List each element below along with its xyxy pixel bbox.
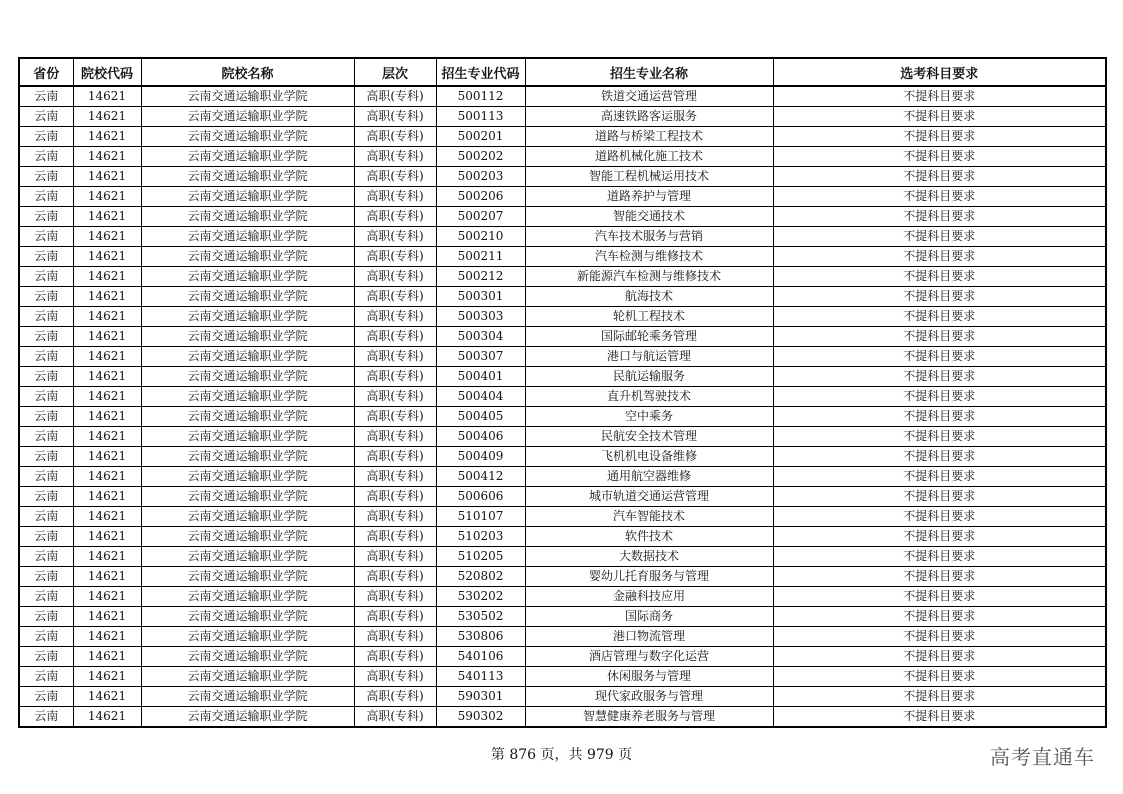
cell-subject-requirement: 不提科目要求 bbox=[773, 527, 1106, 547]
cell-school-code: 14621 bbox=[73, 627, 141, 647]
cell-school-name: 云南交通运输职业学院 bbox=[141, 467, 354, 487]
cell-province: 云南 bbox=[19, 247, 73, 267]
cell-school-name: 云南交通运输职业学院 bbox=[141, 547, 354, 567]
cell-province: 云南 bbox=[19, 107, 73, 127]
cell-province: 云南 bbox=[19, 467, 73, 487]
cell-level: 高职(专科) bbox=[354, 247, 436, 267]
cell-subject-requirement: 不提科目要求 bbox=[773, 487, 1106, 507]
cell-school-code: 14621 bbox=[73, 267, 141, 287]
cell-major-code: 500606 bbox=[436, 487, 525, 507]
cell-province: 云南 bbox=[19, 527, 73, 547]
cell-province: 云南 bbox=[19, 607, 73, 627]
cell-school-code: 14621 bbox=[73, 467, 141, 487]
table-row bbox=[19, 207, 1106, 227]
cell-province: 云南 bbox=[19, 507, 73, 527]
cell-level: 高职(专科) bbox=[354, 207, 436, 227]
table-row bbox=[19, 447, 1106, 467]
cell-subject-requirement: 不提科目要求 bbox=[773, 667, 1106, 687]
table-row bbox=[19, 127, 1106, 147]
cell-major-name: 航海技术 bbox=[525, 287, 773, 307]
cell-subject-requirement: 不提科目要求 bbox=[773, 107, 1106, 127]
cell-school-name: 云南交通运输职业学院 bbox=[141, 267, 354, 287]
table-row bbox=[19, 307, 1106, 327]
cell-subject-requirement: 不提科目要求 bbox=[773, 167, 1106, 187]
cell-province: 云南 bbox=[19, 707, 73, 728]
cell-level: 高职(专科) bbox=[354, 667, 436, 687]
cell-school-code: 14621 bbox=[73, 607, 141, 627]
cell-province: 云南 bbox=[19, 227, 73, 247]
cell-major-code: 590301 bbox=[436, 687, 525, 707]
cell-major-code: 500405 bbox=[436, 407, 525, 427]
cell-major-code: 500409 bbox=[436, 447, 525, 467]
cell-major-code: 530806 bbox=[436, 627, 525, 647]
cell-province: 云南 bbox=[19, 187, 73, 207]
cell-major-code: 500301 bbox=[436, 287, 525, 307]
cell-major-code: 500404 bbox=[436, 387, 525, 407]
cell-level: 高职(专科) bbox=[354, 507, 436, 527]
cell-major-name: 软件技术 bbox=[525, 527, 773, 547]
cell-major-name: 通用航空器维修 bbox=[525, 467, 773, 487]
cell-school-name: 云南交通运输职业学院 bbox=[141, 667, 354, 687]
cell-subject-requirement: 不提科目要求 bbox=[773, 307, 1106, 327]
cell-major-name: 国际邮轮乘务管理 bbox=[525, 327, 773, 347]
table-row bbox=[19, 667, 1106, 687]
cell-major-name: 新能源汽车检测与维修技术 bbox=[525, 267, 773, 287]
table-row bbox=[19, 647, 1106, 667]
cell-school-name: 云南交通运输职业学院 bbox=[141, 567, 354, 587]
cell-subject-requirement: 不提科目要求 bbox=[773, 447, 1106, 467]
cell-subject-requirement: 不提科目要求 bbox=[773, 547, 1106, 567]
cell-subject-requirement: 不提科目要求 bbox=[773, 507, 1106, 527]
cell-major-name: 智能工程机械运用技术 bbox=[525, 167, 773, 187]
cell-school-code: 14621 bbox=[73, 707, 141, 728]
cell-school-name: 云南交通运输职业学院 bbox=[141, 507, 354, 527]
cell-level: 高职(专科) bbox=[354, 547, 436, 567]
cell-level: 高职(专科) bbox=[354, 687, 436, 707]
cell-province: 云南 bbox=[19, 547, 73, 567]
cell-subject-requirement: 不提科目要求 bbox=[773, 627, 1106, 647]
cell-level: 高职(专科) bbox=[354, 347, 436, 367]
cell-province: 云南 bbox=[19, 447, 73, 467]
cell-subject-requirement: 不提科目要求 bbox=[773, 147, 1106, 167]
cell-major-name: 直升机驾驶技术 bbox=[525, 387, 773, 407]
cell-school-name: 云南交通运输职业学院 bbox=[141, 147, 354, 167]
cell-school-code: 14621 bbox=[73, 86, 141, 107]
cell-province: 云南 bbox=[19, 147, 73, 167]
cell-school-code: 14621 bbox=[73, 147, 141, 167]
table-row bbox=[19, 387, 1106, 407]
table-row bbox=[19, 327, 1106, 347]
table-row bbox=[19, 267, 1106, 287]
cell-major-code: 500210 bbox=[436, 227, 525, 247]
cell-school-name: 云南交通运输职业学院 bbox=[141, 527, 354, 547]
cell-subject-requirement: 不提科目要求 bbox=[773, 227, 1106, 247]
table-row bbox=[19, 707, 1106, 728]
cell-major-code: 500203 bbox=[436, 167, 525, 187]
cell-major-name: 港口物流管理 bbox=[525, 627, 773, 647]
cell-school-code: 14621 bbox=[73, 307, 141, 327]
cell-major-code: 500202 bbox=[436, 147, 525, 167]
cell-level: 高职(专科) bbox=[354, 107, 436, 127]
cell-province: 云南 bbox=[19, 167, 73, 187]
cell-school-name: 云南交通运输职业学院 bbox=[141, 607, 354, 627]
cell-major-code: 540106 bbox=[436, 647, 525, 667]
cell-level: 高职(专科) bbox=[354, 607, 436, 627]
table-row bbox=[19, 187, 1106, 207]
cell-level: 高职(专科) bbox=[354, 567, 436, 587]
page-number: 第 876 页，共 979 页 bbox=[490, 747, 633, 763]
cell-school-code: 14621 bbox=[73, 387, 141, 407]
cell-major-code: 520802 bbox=[436, 567, 525, 587]
cell-school-code: 14621 bbox=[73, 327, 141, 347]
table-row bbox=[19, 587, 1106, 607]
cell-school-code: 14621 bbox=[73, 127, 141, 147]
table-row bbox=[19, 507, 1106, 527]
cell-school-code: 14621 bbox=[73, 447, 141, 467]
table-row bbox=[19, 367, 1106, 387]
table-row bbox=[19, 527, 1106, 547]
table-row bbox=[19, 227, 1106, 247]
cell-level: 高职(专科) bbox=[354, 487, 436, 507]
cell-major-name: 飞机机电设备维修 bbox=[525, 447, 773, 467]
cell-major-name: 道路养护与管理 bbox=[525, 187, 773, 207]
watermark-text: 高考直通车 bbox=[990, 745, 1095, 769]
table-row bbox=[19, 347, 1106, 367]
table-row bbox=[19, 407, 1106, 427]
cell-school-name: 云南交通运输职业学院 bbox=[141, 627, 354, 647]
cell-province: 云南 bbox=[19, 287, 73, 307]
cell-school-code: 14621 bbox=[73, 187, 141, 207]
cell-subject-requirement: 不提科目要求 bbox=[773, 387, 1106, 407]
cell-school-code: 14621 bbox=[73, 347, 141, 367]
cell-major-code: 500307 bbox=[436, 347, 525, 367]
cell-school-name: 云南交通运输职业学院 bbox=[141, 86, 354, 107]
cell-level: 高职(专科) bbox=[354, 187, 436, 207]
table-header bbox=[19, 58, 1106, 86]
header-level: 层次 bbox=[354, 58, 436, 86]
cell-school-name: 云南交通运输职业学院 bbox=[141, 387, 354, 407]
cell-school-name: 云南交通运输职业学院 bbox=[141, 647, 354, 667]
cell-province: 云南 bbox=[19, 347, 73, 367]
cell-level: 高职(专科) bbox=[354, 647, 436, 667]
cell-school-name: 云南交通运输职业学院 bbox=[141, 247, 354, 267]
cell-school-code: 14621 bbox=[73, 287, 141, 307]
cell-subject-requirement: 不提科目要求 bbox=[773, 567, 1106, 587]
cell-province: 云南 bbox=[19, 207, 73, 227]
cell-school-name: 云南交通运输职业学院 bbox=[141, 687, 354, 707]
cell-major-code: 500201 bbox=[436, 127, 525, 147]
cell-province: 云南 bbox=[19, 267, 73, 287]
cell-major-name: 汽车检测与维修技术 bbox=[525, 247, 773, 267]
cell-school-name: 云南交通运输职业学院 bbox=[141, 407, 354, 427]
cell-major-name: 智能交通技术 bbox=[525, 207, 773, 227]
table-row bbox=[19, 627, 1106, 647]
cell-major-code: 530502 bbox=[436, 607, 525, 627]
cell-school-name: 云南交通运输职业学院 bbox=[141, 287, 354, 307]
cell-school-name: 云南交通运输职业学院 bbox=[141, 587, 354, 607]
cell-province: 云南 bbox=[19, 487, 73, 507]
table-body bbox=[19, 86, 1106, 727]
cell-major-name: 空中乘务 bbox=[525, 407, 773, 427]
cell-level: 高职(专科) bbox=[354, 127, 436, 147]
cell-subject-requirement: 不提科目要求 bbox=[773, 607, 1106, 627]
cell-major-code: 540113 bbox=[436, 667, 525, 687]
cell-province: 云南 bbox=[19, 687, 73, 707]
cell-subject-requirement: 不提科目要求 bbox=[773, 187, 1106, 207]
cell-major-name: 汽车智能技术 bbox=[525, 507, 773, 527]
cell-level: 高职(专科) bbox=[354, 86, 436, 107]
header-school-name: 院校名称 bbox=[141, 58, 354, 86]
cell-level: 高职(专科) bbox=[354, 307, 436, 327]
cell-level: 高职(专科) bbox=[354, 227, 436, 247]
table-row bbox=[19, 147, 1106, 167]
header-subject-requirement: 选考科目要求 bbox=[773, 58, 1106, 86]
cell-major-name: 民航运输服务 bbox=[525, 367, 773, 387]
cell-level: 高职(专科) bbox=[354, 367, 436, 387]
table-row bbox=[19, 107, 1106, 127]
cell-major-code: 590302 bbox=[436, 707, 525, 728]
table-row bbox=[19, 427, 1106, 447]
cell-major-code: 500206 bbox=[436, 187, 525, 207]
cell-province: 云南 bbox=[19, 587, 73, 607]
cell-school-code: 14621 bbox=[73, 547, 141, 567]
cell-major-name: 城市轨道交通运营管理 bbox=[525, 487, 773, 507]
cell-major-code: 530202 bbox=[436, 587, 525, 607]
cell-school-name: 云南交通运输职业学院 bbox=[141, 187, 354, 207]
cell-province: 云南 bbox=[19, 367, 73, 387]
cell-subject-requirement: 不提科目要求 bbox=[773, 407, 1106, 427]
cell-province: 云南 bbox=[19, 627, 73, 647]
cell-subject-requirement: 不提科目要求 bbox=[773, 647, 1106, 667]
cell-subject-requirement: 不提科目要求 bbox=[773, 287, 1106, 307]
table-row bbox=[19, 287, 1106, 307]
cell-major-code: 510203 bbox=[436, 527, 525, 547]
cell-subject-requirement: 不提科目要求 bbox=[773, 687, 1106, 707]
cell-school-code: 14621 bbox=[73, 567, 141, 587]
cell-level: 高职(专科) bbox=[354, 587, 436, 607]
cell-major-code: 500401 bbox=[436, 367, 525, 387]
cell-level: 高职(专科) bbox=[354, 387, 436, 407]
cell-major-code: 510107 bbox=[436, 507, 525, 527]
cell-province: 云南 bbox=[19, 327, 73, 347]
cell-subject-requirement: 不提科目要求 bbox=[773, 367, 1106, 387]
cell-school-name: 云南交通运输职业学院 bbox=[141, 107, 354, 127]
cell-school-name: 云南交通运输职业学院 bbox=[141, 347, 354, 367]
cell-school-name: 云南交通运输职业学院 bbox=[141, 127, 354, 147]
table-row bbox=[19, 687, 1106, 707]
cell-level: 高职(专科) bbox=[354, 327, 436, 347]
cell-level: 高职(专科) bbox=[354, 707, 436, 728]
cell-school-code: 14621 bbox=[73, 527, 141, 547]
cell-major-name: 智慧健康养老服务与管理 bbox=[525, 707, 773, 728]
cell-major-code: 500207 bbox=[436, 207, 525, 227]
cell-province: 云南 bbox=[19, 567, 73, 587]
cell-school-code: 14621 bbox=[73, 487, 141, 507]
table-row bbox=[19, 467, 1106, 487]
cell-major-name: 休闲服务与管理 bbox=[525, 667, 773, 687]
cell-subject-requirement: 不提科目要求 bbox=[773, 86, 1106, 107]
table-row bbox=[19, 547, 1106, 567]
cell-subject-requirement: 不提科目要求 bbox=[773, 427, 1106, 447]
cell-school-code: 14621 bbox=[73, 247, 141, 267]
cell-major-name: 婴幼儿托育服务与管理 bbox=[525, 567, 773, 587]
cell-major-code: 500406 bbox=[436, 427, 525, 447]
cell-major-name: 道路与桥梁工程技术 bbox=[525, 127, 773, 147]
cell-school-name: 云南交通运输职业学院 bbox=[141, 447, 354, 467]
cell-subject-requirement: 不提科目要求 bbox=[773, 207, 1106, 227]
table-row bbox=[19, 247, 1106, 267]
table-row bbox=[19, 567, 1106, 587]
header-school-code: 院校代码 bbox=[73, 58, 141, 86]
cell-major-code: 500412 bbox=[436, 467, 525, 487]
cell-province: 云南 bbox=[19, 86, 73, 107]
cell-subject-requirement: 不提科目要求 bbox=[773, 247, 1106, 267]
cell-school-code: 14621 bbox=[73, 367, 141, 387]
cell-major-code: 510205 bbox=[436, 547, 525, 567]
cell-major-code: 500304 bbox=[436, 327, 525, 347]
cell-school-code: 14621 bbox=[73, 427, 141, 447]
cell-level: 高职(专科) bbox=[354, 627, 436, 647]
header-row bbox=[19, 58, 1106, 86]
cell-level: 高职(专科) bbox=[354, 167, 436, 187]
cell-level: 高职(专科) bbox=[354, 447, 436, 467]
cell-subject-requirement: 不提科目要求 bbox=[773, 707, 1106, 728]
cell-province: 云南 bbox=[19, 307, 73, 327]
cell-subject-requirement: 不提科目要求 bbox=[773, 127, 1106, 147]
cell-level: 高职(专科) bbox=[354, 267, 436, 287]
cell-level: 高职(专科) bbox=[354, 427, 436, 447]
cell-major-code: 500112 bbox=[436, 86, 525, 107]
table-row bbox=[19, 167, 1106, 187]
cell-school-name: 云南交通运输职业学院 bbox=[141, 327, 354, 347]
cell-school-code: 14621 bbox=[73, 507, 141, 527]
cell-major-name: 道路机械化施工技术 bbox=[525, 147, 773, 167]
table-row bbox=[19, 487, 1106, 507]
table-row bbox=[19, 86, 1106, 107]
cell-school-code: 14621 bbox=[73, 227, 141, 247]
cell-major-name: 港口与航运管理 bbox=[525, 347, 773, 367]
header-major-code: 招生专业代码 bbox=[436, 58, 525, 86]
cell-major-name: 金融科技应用 bbox=[525, 587, 773, 607]
cell-province: 云南 bbox=[19, 407, 73, 427]
cell-major-code: 500113 bbox=[436, 107, 525, 127]
cell-province: 云南 bbox=[19, 667, 73, 687]
cell-province: 云南 bbox=[19, 427, 73, 447]
cell-school-name: 云南交通运输职业学院 bbox=[141, 427, 354, 447]
cell-major-name: 大数据技术 bbox=[525, 547, 773, 567]
cell-major-name: 酒店管理与数字化运营 bbox=[525, 647, 773, 667]
header-major-name: 招生专业名称 bbox=[525, 58, 773, 86]
cell-level: 高职(专科) bbox=[354, 527, 436, 547]
cell-school-name: 云南交通运输职业学院 bbox=[141, 227, 354, 247]
cell-major-code: 500211 bbox=[436, 247, 525, 267]
cell-major-name: 国际商务 bbox=[525, 607, 773, 627]
header-province: 省份 bbox=[19, 58, 73, 86]
cell-school-name: 云南交通运输职业学院 bbox=[141, 167, 354, 187]
cell-subject-requirement: 不提科目要求 bbox=[773, 587, 1106, 607]
cell-school-code: 14621 bbox=[73, 687, 141, 707]
cell-school-code: 14621 bbox=[73, 207, 141, 227]
cell-province: 云南 bbox=[19, 387, 73, 407]
cell-subject-requirement: 不提科目要求 bbox=[773, 267, 1106, 287]
cell-level: 高职(专科) bbox=[354, 147, 436, 167]
cell-school-name: 云南交通运输职业学院 bbox=[141, 707, 354, 728]
cell-school-code: 14621 bbox=[73, 167, 141, 187]
admissions-table bbox=[18, 57, 1107, 728]
cell-major-name: 现代家政服务与管理 bbox=[525, 687, 773, 707]
cell-level: 高职(专科) bbox=[354, 407, 436, 427]
cell-major-code: 500303 bbox=[436, 307, 525, 327]
cell-province: 云南 bbox=[19, 127, 73, 147]
cell-school-code: 14621 bbox=[73, 407, 141, 427]
cell-major-name: 轮机工程技术 bbox=[525, 307, 773, 327]
cell-school-name: 云南交通运输职业学院 bbox=[141, 207, 354, 227]
cell-major-code: 500212 bbox=[436, 267, 525, 287]
cell-school-name: 云南交通运输职业学院 bbox=[141, 307, 354, 327]
cell-school-code: 14621 bbox=[73, 667, 141, 687]
cell-level: 高职(专科) bbox=[354, 467, 436, 487]
cell-province: 云南 bbox=[19, 647, 73, 667]
table-row bbox=[19, 607, 1106, 627]
cell-major-name: 民航安全技术管理 bbox=[525, 427, 773, 447]
cell-subject-requirement: 不提科目要求 bbox=[773, 347, 1106, 367]
cell-school-name: 云南交通运输职业学院 bbox=[141, 367, 354, 387]
cell-level: 高职(专科) bbox=[354, 287, 436, 307]
cell-school-code: 14621 bbox=[73, 647, 141, 667]
cell-school-name: 云南交通运输职业学院 bbox=[141, 487, 354, 507]
cell-subject-requirement: 不提科目要求 bbox=[773, 467, 1106, 487]
cell-major-name: 汽车技术服务与营销 bbox=[525, 227, 773, 247]
cell-major-name: 铁道交通运营管理 bbox=[525, 86, 773, 107]
cell-school-code: 14621 bbox=[73, 587, 141, 607]
cell-subject-requirement: 不提科目要求 bbox=[773, 327, 1106, 347]
cell-school-code: 14621 bbox=[73, 107, 141, 127]
cell-major-name: 高速铁路客运服务 bbox=[525, 107, 773, 127]
